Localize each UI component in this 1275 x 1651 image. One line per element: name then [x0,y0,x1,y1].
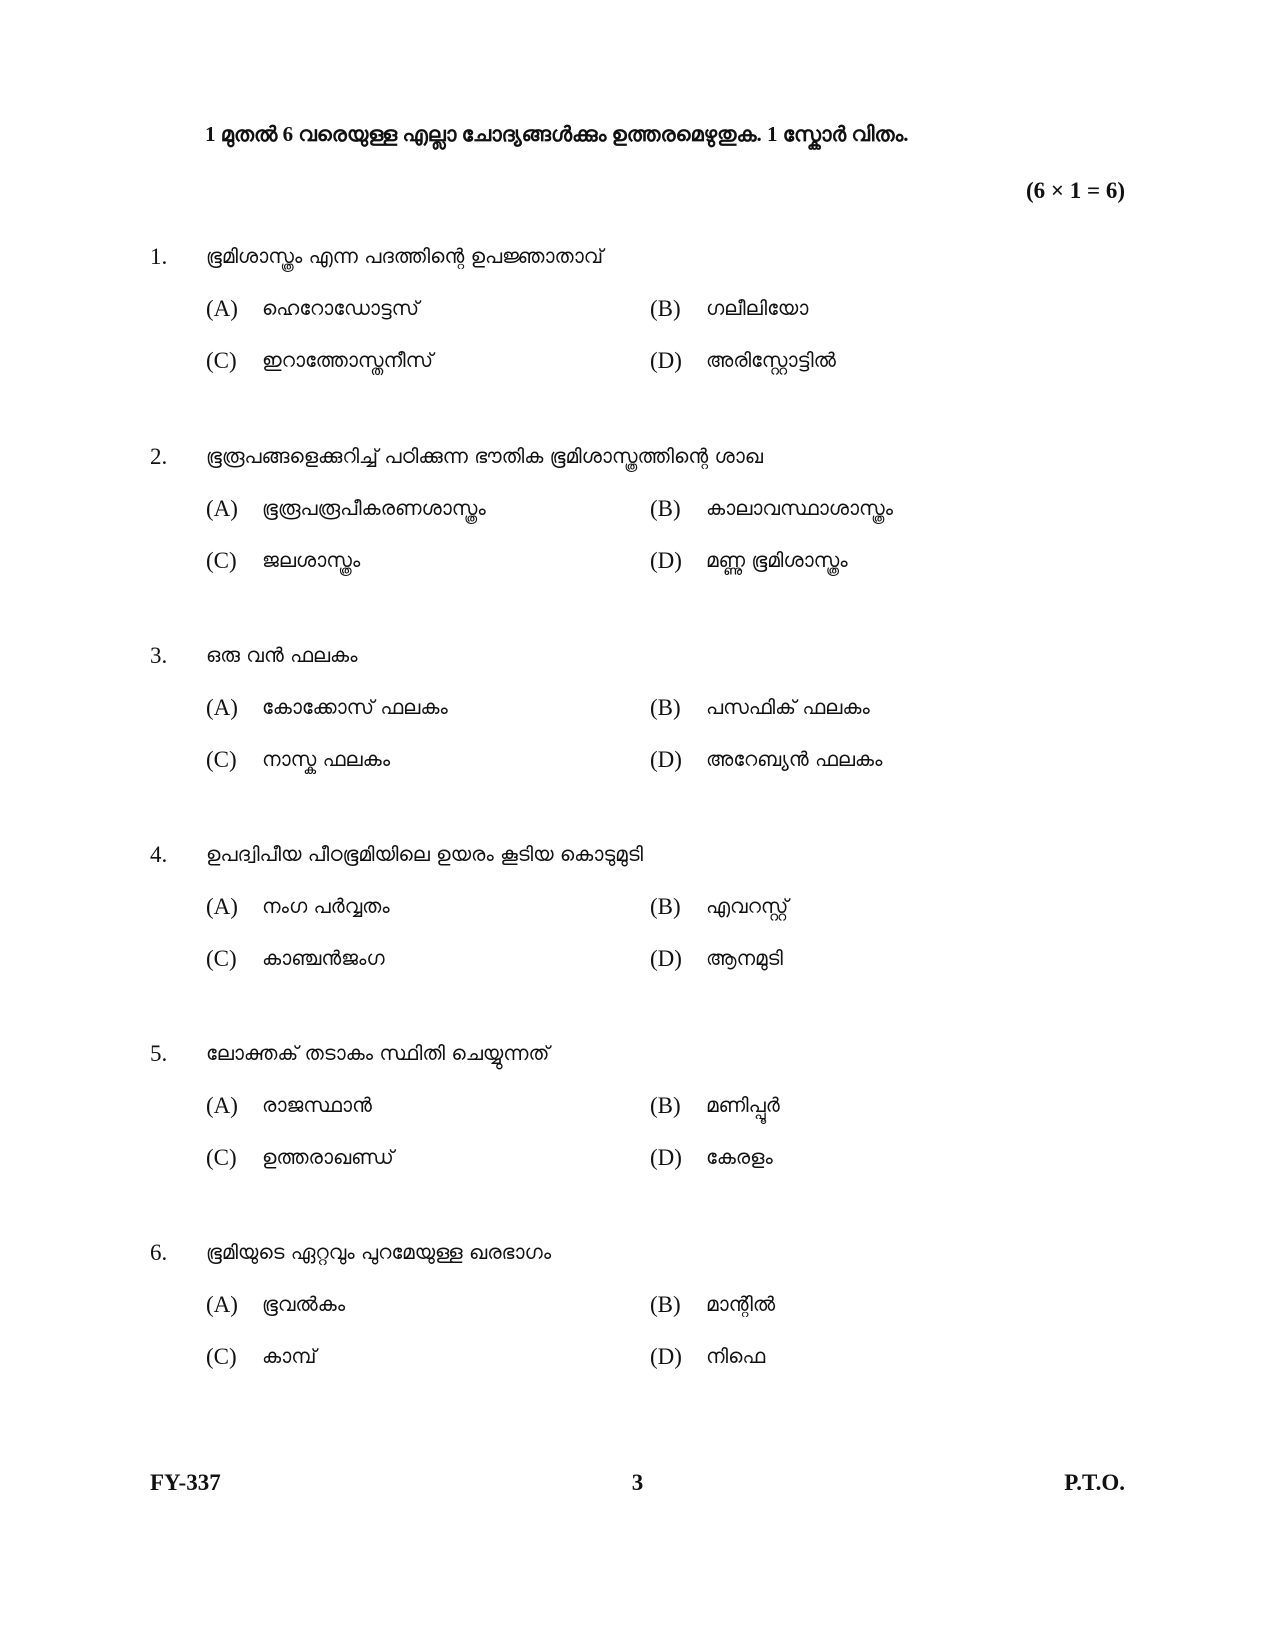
question-text: ഒരു വൻ ഫലകം [206,643,358,667]
option-letter: (D) [650,946,682,971]
option-letter: (A) [206,894,238,919]
option-letter: (A) [206,695,238,720]
question-2 [150,444,1130,614]
option-text: അറേബ്യൻ ഫലകം [706,747,883,771]
question-6 [150,1240,1130,1410]
option-letter: (A) [206,496,238,521]
option-letter: (D) [650,1145,682,1170]
option-letter: (D) [650,1344,682,1369]
option-letter: (B) [650,695,681,720]
marks-label: (6 × 1 = 6) [1025,178,1125,203]
question-number: 5. [150,1041,168,1066]
option-text: ഇറാത്തോസ്തനീസ് [262,348,434,372]
option-letter: (B) [650,1093,681,1118]
option-text: ഭൂരൂപരൂപീകരണശാസ്ത്രം [262,496,486,520]
question-number: 1. [150,244,168,269]
question-text: ഭൂമിയുടെ ഏറ്റവും പുറമേയുള്ള ഖരഭാഗം [206,1240,552,1264]
option-letter: (C) [206,747,237,772]
option-letter: (C) [206,1145,237,1170]
pto-label: P.T.O. [1064,1470,1125,1495]
option-text: മാന്റിൽ [706,1292,776,1316]
question-text: ഉപദ്വിപീയ പീഠഭൂമിയിലെ ഉയരം കൂടിയ കൊടുമുടി [206,842,644,866]
option-text: എവറസ്റ്റ് [706,894,789,918]
option-letter: (A) [206,1292,238,1317]
option-text: നാസ്ക ഫലകം [262,747,391,771]
option-text: മണിപ്പൂർ [706,1093,780,1117]
option-letter: (B) [650,894,681,919]
option-letter: (C) [206,348,237,373]
option-text: നിഫെ [706,1344,766,1368]
option-text: നംഗ പർവ്വതം [262,894,390,918]
option-text: ജലശാസ്ത്രം [262,548,361,572]
option-letter: (C) [206,946,237,971]
option-text: ഭൂവൽകം [262,1292,346,1316]
option-text: കാമ്പ് [262,1344,317,1368]
question-1 [150,244,1130,414]
option-text: കാഞ്ചൻജംഗ [262,946,385,970]
option-text: ഗലീലിയോ [706,296,809,320]
option-letter: (A) [206,1093,238,1118]
option-letter: (A) [206,296,238,321]
option-text: ഉത്തരാഖണ്ഡ് [262,1145,394,1169]
option-letter: (B) [650,496,681,521]
option-letter: (D) [650,348,682,373]
option-text: ആനമുടി [706,946,783,970]
option-text: രാജസ്ഥാൻ [262,1093,372,1117]
question-3 [150,643,1130,813]
option-text: കാലാവസ്ഥാശാസ്ത്രം [706,496,894,520]
question-text: ഭൂമിശാസ്ത്രം എന്ന പദത്തിന്റെ ഉപജ്ഞാതാവ് [206,244,604,268]
option-text: കോക്കോസ് ഫലകം [262,695,448,719]
option-text: മണ്ണു ഭൂമിശാസ്ത്രം [706,548,848,572]
page-number: 3 [631,1470,644,1495]
question-4 [150,842,1130,1012]
question-number: 4. [150,842,168,867]
option-letter: (B) [650,1292,681,1317]
option-letter: (D) [650,548,682,573]
option-text: കേരളം [706,1145,773,1169]
question-5 [150,1041,1130,1211]
instruction-text: 1 മുതൽ 6 വരെയുള്ള എല്ലാ ചോദ്യങ്ങൾക്കും ഉത്തരമെഴുതുക. 1 സ്കോർ വിതം. [205,122,909,146]
option-letter: (C) [206,1344,237,1369]
question-number: 3. [150,643,168,668]
option-text: അരിസ്റ്റോട്ടിൽ [706,348,836,372]
option-text: ഹെറോഡോട്ടസ് [262,296,420,320]
paper-code: FY-337 [150,1470,221,1495]
option-letter: (B) [650,296,681,321]
question-number: 2. [150,444,168,469]
option-letter: (C) [206,548,237,573]
option-letter: (D) [650,747,682,772]
option-text: പസഫിക് ഫലകം [706,695,870,719]
question-text: ലോക്തക് തടാകം സ്ഥിതി ചെയ്യുന്നത് [206,1041,550,1065]
question-text: ഭൂരൂപങ്ങളെക്കുറിച്ച് പഠിക്കുന്ന ഭൗതിക ഭൂമിശാസ്ത്രത്തിന്റെ ശാഖ [206,444,763,468]
question-number: 6. [150,1240,168,1265]
